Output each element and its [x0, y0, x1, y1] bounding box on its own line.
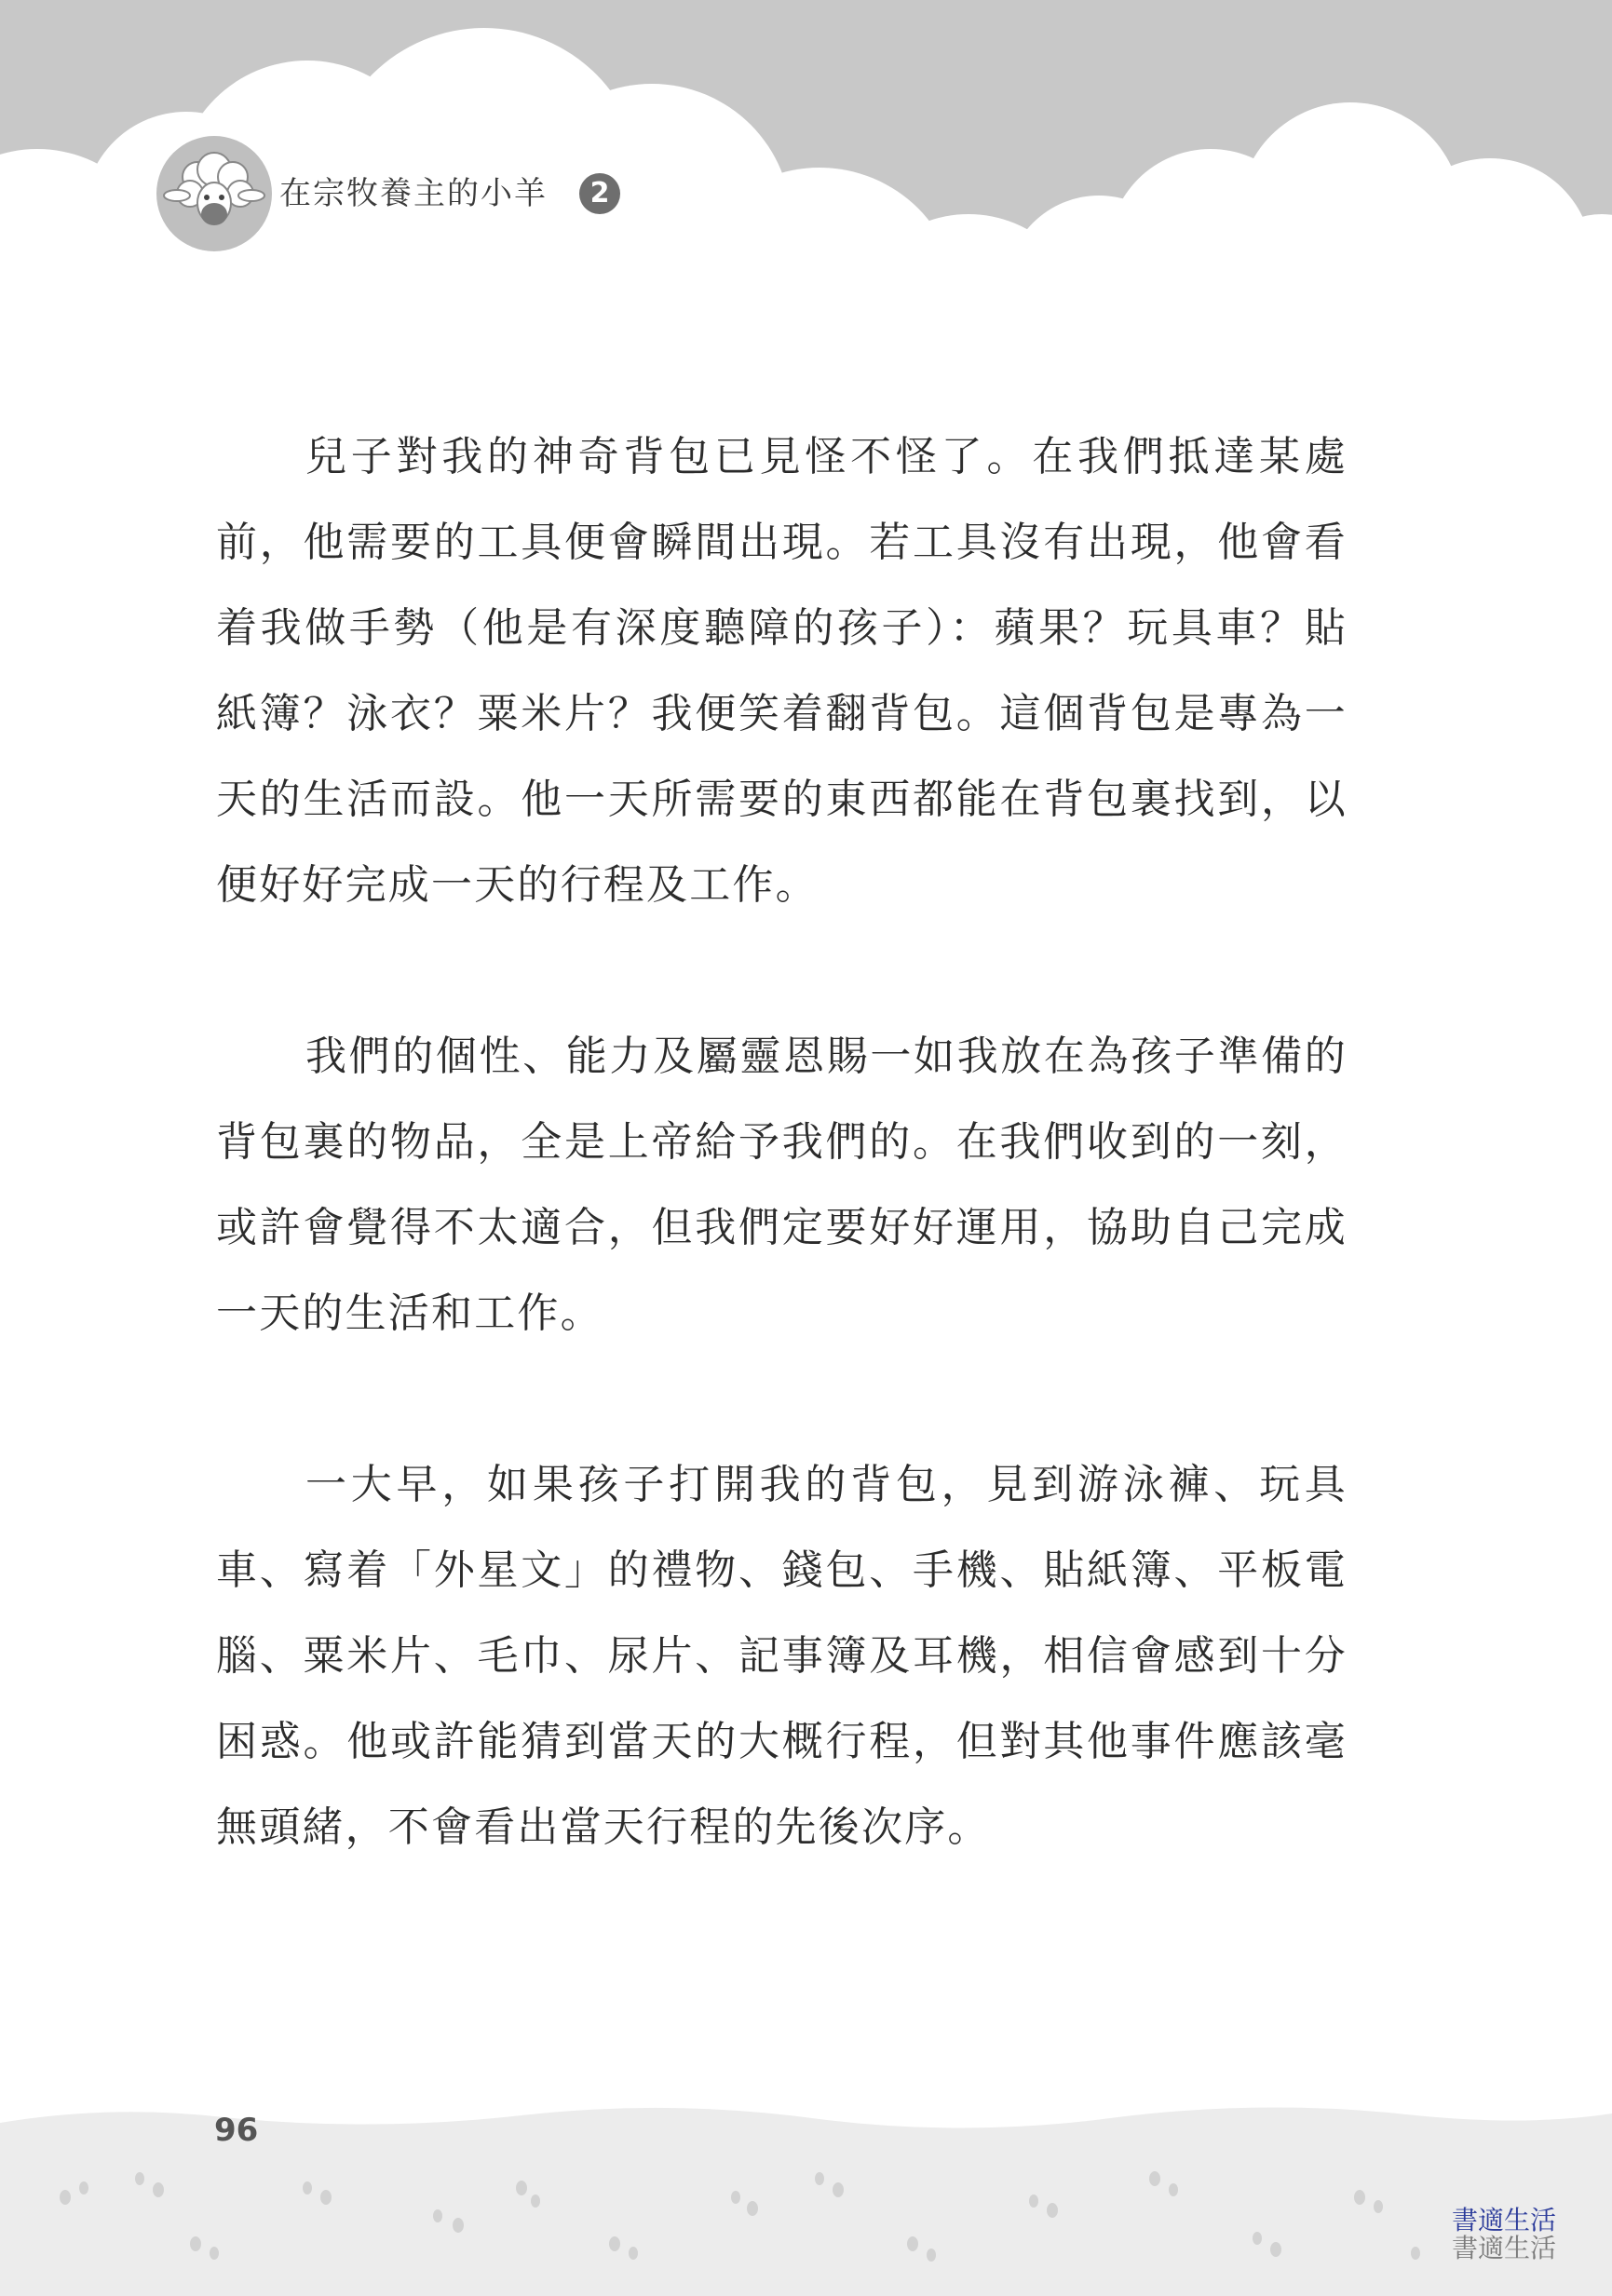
publisher-mark: [1452, 2207, 1556, 2262]
publisher-line-2: 書適生活: [1451, 2233, 1556, 2263]
series-badge: [156, 136, 272, 251]
paragraph-2: 我們的個性、能力及屬靈恩賜一如我放在為孩子準備的背包裏的物品，全是上帝給予我們的。在我們收到的一刻，或許會覺得不太適合，但我們定要好好運用，協助自己完成一天的生活和工作。: [216, 1033, 1348, 1337]
paragraph-3: 一大早，如果孩子打開我的背包，見到游泳褲、玩具車、寫着「外星文」的禮物、錢包、手機、貼紙簿、平板電腦、粟米片、毛巾、尿片、記事簿及耳機，相信會感到十分困惑。他或許能猜到當天的大概行程，但對其他事件應該毫無頭緒，不會看出當天行程的先後次序。: [216, 1461, 1348, 1851]
sheep-icon: [156, 136, 272, 251]
paragraph-1: 兒子對我的神奇背包已見怪不怪了。在我們抵達某處前，他需要的工具便會瞬間出現。若工具沒有出現，他會看着我做手勢（他是有深度聽障的孩子）：蘋果？玩具車？貼紙簿？泳衣？粟米片？我便笑着翻背包。這個背包是專為一天的生活而設。他一天所需要的東西都能在背包裏找到，以便好好完成一天的行程及工作。: [216, 433, 1348, 909]
volume-number-badge: 2: [579, 173, 620, 214]
page-number: 96: [214, 2112, 259, 2149]
series-title: 在宗牧養主的小羊: [279, 175, 548, 212]
publisher-line-1: 書適生活: [1451, 2205, 1556, 2235]
page-content: [216, 414, 1348, 1956]
